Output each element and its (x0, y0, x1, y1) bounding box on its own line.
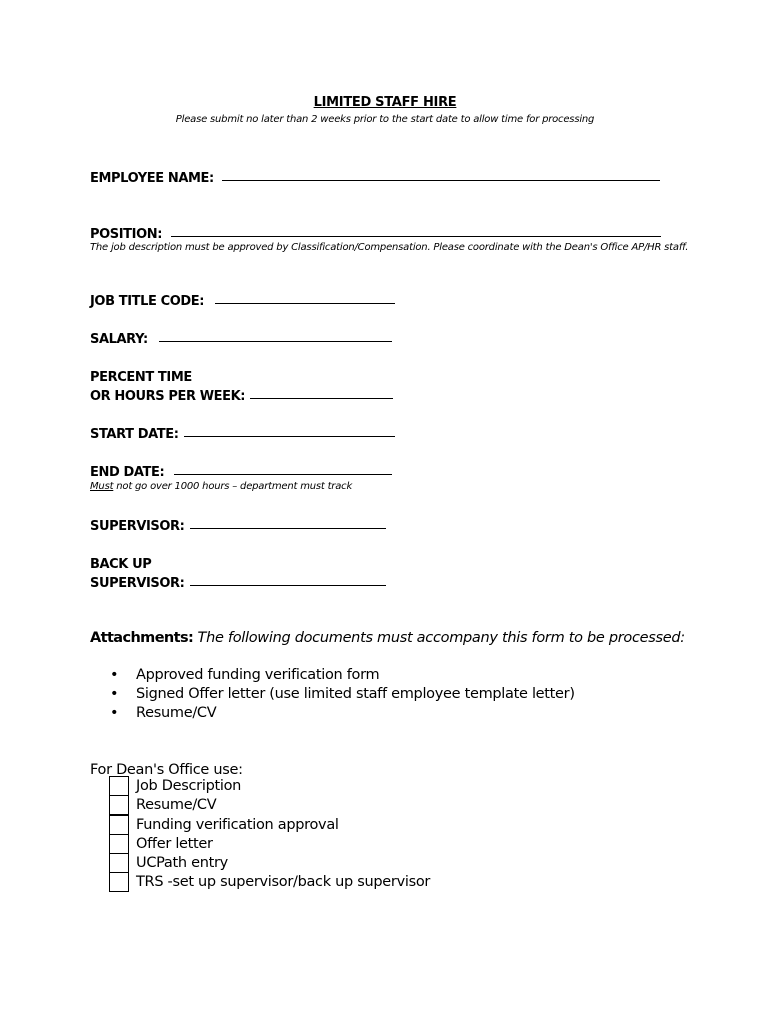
checklist-label: UCPath entry (136, 855, 228, 872)
salary-label: SALARY: (90, 332, 148, 347)
list-item: • Signed Offer letter (use limited staff employee template letter) (110, 686, 575, 702)
bullet-icon: • (110, 686, 119, 702)
checklist-label: Offer letter (136, 835, 213, 852)
start-date-label: START DATE: (90, 427, 179, 442)
position-note: The job description must be approved by Classification/Compensation. Please coordinate with the Dean's Office AP/HR staff. (90, 242, 689, 253)
job-title-code-label: JOB TITLE CODE: (90, 294, 205, 309)
attachments-label: Attachments: (90, 630, 194, 646)
start-date-field[interactable] (184, 436, 395, 437)
form-subtitle: Please submit no later than 2 weeks prior to the start date to allow time for processing (175, 114, 595, 125)
hours-per-week-field[interactable] (250, 398, 393, 399)
end-date-field[interactable] (174, 474, 392, 475)
checkbox[interactable] (109, 834, 129, 854)
bullet-icon: • (110, 705, 119, 721)
end-date-label: END DATE: (90, 465, 165, 480)
bullet-icon: • (110, 667, 119, 683)
employee-name-field[interactable] (222, 180, 660, 181)
checkbox[interactable] (109, 815, 129, 835)
checklist-label: Funding verification approval (136, 816, 339, 833)
checklist-label: TRS -set up supervisor/back up supervisor (136, 874, 431, 891)
supervisor-label: SUPERVISOR: (90, 519, 185, 534)
supervisor-field[interactable] (190, 528, 386, 529)
checklist-label: Resume/CV (136, 797, 217, 814)
list-item: • Resume/CV (110, 705, 217, 721)
percent-time-label: PERCENT TIME (90, 370, 192, 385)
form-title: LIMITED STAFF HIRE (313, 95, 457, 110)
position-field[interactable] (171, 236, 661, 237)
list-item: • Approved funding verification form (110, 667, 380, 683)
attachments-paragraph (90, 628, 690, 648)
attachments-intro: The following documents must accompany this form to be processed: (193, 630, 685, 646)
employee-name-label: EMPLOYEE NAME: (90, 171, 214, 186)
checklist-label: Job Description (136, 778, 242, 794)
attachments-list (110, 666, 575, 723)
backup-supervisor-field[interactable] (190, 585, 386, 586)
end-date-note: Must not go over 1000 hours – department must track (90, 481, 353, 492)
backup-label: BACK UP (90, 557, 152, 572)
job-title-code-field[interactable] (215, 303, 395, 304)
checkbox[interactable] (109, 853, 129, 873)
checkbox[interactable] (109, 795, 129, 815)
position-label: POSITION: (90, 227, 163, 242)
checkbox[interactable] (109, 872, 129, 892)
salary-field[interactable] (159, 341, 392, 342)
hours-per-week-label: OR HOURS PER WEEK: (90, 389, 246, 404)
office-use-title: For Dean's Office use: (90, 762, 243, 778)
checkbox[interactable] (109, 776, 129, 796)
backup-supervisor-label: SUPERVISOR: (90, 576, 185, 591)
